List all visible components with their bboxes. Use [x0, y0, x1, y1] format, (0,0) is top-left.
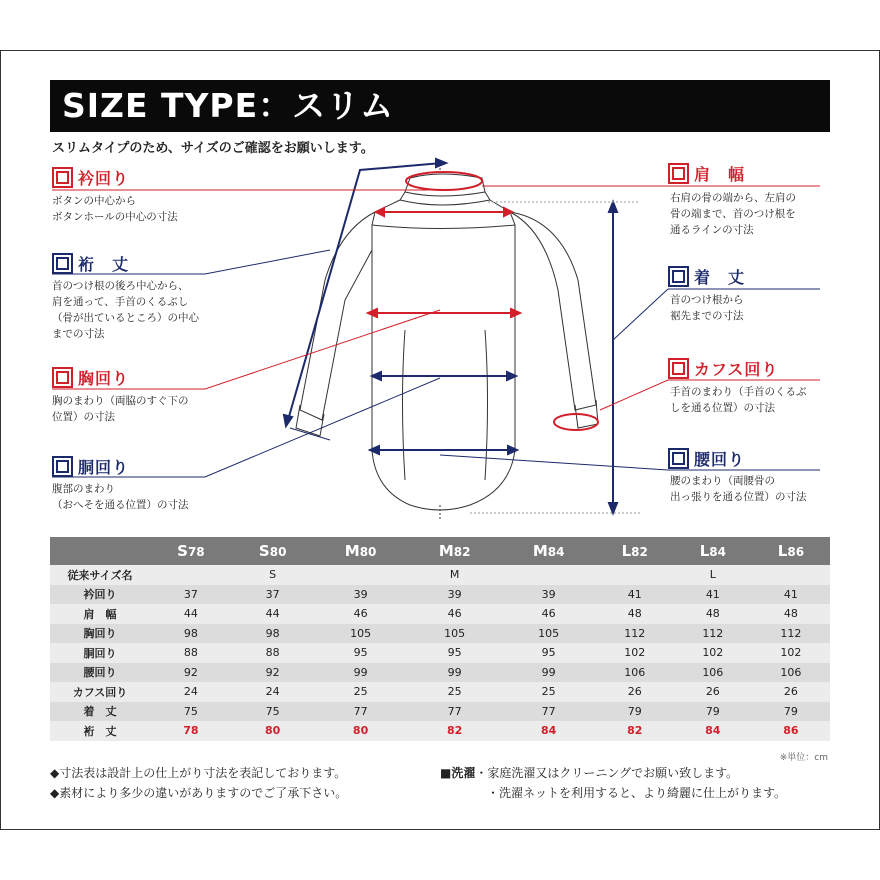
table-cell: 105: [502, 624, 596, 644]
box-icon: [668, 266, 689, 287]
unit-note: ※単位：cm: [779, 753, 828, 763]
table-row: [50, 721, 830, 741]
table-cell: 79: [596, 702, 674, 722]
table-cell: 106: [596, 663, 674, 683]
label-sleeve-length: 裄 丈: [52, 252, 129, 275]
table-cell: 84: [674, 721, 752, 741]
table-cell: 75: [150, 702, 232, 722]
table-cell: 80: [314, 721, 408, 741]
table-cell: 80: [232, 721, 314, 741]
desc-collar: ボタンの中心から ボタンホールの中心の寸法: [52, 195, 178, 223]
table-cell: 25: [502, 682, 596, 702]
table-cell: 99: [408, 663, 502, 683]
desc-shoulder: 右肩の骨の端から、左肩の 骨の端まで、首のつけ根を 通るラインの寸法: [670, 192, 796, 236]
table-corner: [50, 537, 150, 565]
table-cell: 37: [150, 585, 232, 605]
table-cell: 112: [752, 624, 830, 644]
table-cell: M: [408, 565, 502, 585]
box-icon: [668, 448, 689, 469]
table-cell: 86: [752, 721, 830, 741]
table-cell: 41: [674, 585, 752, 605]
table-row: [50, 604, 830, 624]
table-header-row: [50, 537, 830, 565]
table-cell: S: [232, 565, 314, 585]
table-cell: 98: [150, 624, 232, 644]
row-header: カフス回り: [50, 682, 150, 702]
row-header: 従来サイズ名: [50, 565, 150, 585]
table-cell: 24: [150, 682, 232, 702]
table-cell: 98: [232, 624, 314, 644]
table-cell: 102: [674, 643, 752, 663]
table-cell: [596, 565, 674, 585]
label-waist: 胴回り: [52, 455, 129, 478]
table-cell: 37: [232, 585, 314, 605]
table-cell: 102: [596, 643, 674, 663]
table-cell: 24: [232, 682, 314, 702]
label-length: 着 丈: [668, 265, 745, 288]
table-row: [50, 624, 830, 644]
table-cell: 77: [502, 702, 596, 722]
table-cell: 79: [674, 702, 752, 722]
table-cell: 48: [674, 604, 752, 624]
notes-left: ◆寸法表は設計上の仕上がり寸法を表記しております。 ◆素材により多少の違いがありますのでご了承下さい。: [50, 766, 348, 800]
desc-waist: 腹部のまわり （おへそを通る位置）の寸法: [52, 483, 189, 511]
desc-hip: 腰のまわり（両腰骨の 出っ張りを通る位置）の寸法: [670, 475, 807, 503]
table-cell: 26: [752, 682, 830, 702]
table-cell: 112: [596, 624, 674, 644]
box-icon: [52, 367, 73, 388]
label-chest: 胸回り: [52, 366, 129, 389]
table-cell: 41: [596, 585, 674, 605]
table-cell: 39: [408, 585, 502, 605]
table-cell: [502, 565, 596, 585]
row-header: 肩 幅: [50, 604, 150, 624]
size-header: S78: [150, 537, 232, 565]
box-icon: [52, 167, 73, 188]
row-header: 胸回り: [50, 624, 150, 644]
table-row: [50, 682, 830, 702]
label-shoulder: 肩 幅: [668, 162, 745, 185]
table-row: [50, 565, 830, 585]
row-header: 着 丈: [50, 702, 150, 722]
table-cell: 106: [752, 663, 830, 683]
row-header: 胴回り: [50, 643, 150, 663]
table-cell: 41: [752, 585, 830, 605]
table-row: [50, 585, 830, 605]
subtitle: スリムタイプのため、サイズのご確認をお願いします。: [52, 141, 374, 156]
table-cell: 95: [502, 643, 596, 663]
table-cell: 39: [502, 585, 596, 605]
table-row: [50, 702, 830, 722]
desc-chest: 胸のまわり（両脇のすぐ下の 位置）の寸法: [52, 395, 189, 423]
table-cell: [314, 565, 408, 585]
table-cell: 84: [502, 721, 596, 741]
table-cell: 82: [408, 721, 502, 741]
table-cell: [752, 565, 830, 585]
box-icon: [668, 163, 689, 184]
table-cell: 82: [596, 721, 674, 741]
table-cell: 77: [314, 702, 408, 722]
row-header: 腰回り: [50, 663, 150, 683]
table-row: [50, 663, 830, 683]
table-row: [50, 643, 830, 663]
label-cuff: カフス回り: [668, 357, 778, 380]
table-cell: 75: [232, 702, 314, 722]
row-header: 裄 丈: [50, 721, 150, 741]
size-header: M84: [502, 537, 596, 565]
size-header: L86: [752, 537, 830, 565]
table-cell: 46: [502, 604, 596, 624]
box-icon: [668, 358, 689, 379]
table-cell: [150, 565, 232, 585]
table-cell: 26: [674, 682, 752, 702]
table-cell: 25: [408, 682, 502, 702]
table-cell: 77: [408, 702, 502, 722]
table-cell: 44: [150, 604, 232, 624]
size-table: [50, 537, 830, 741]
table-cell: 48: [596, 604, 674, 624]
table-cell: 95: [314, 643, 408, 663]
table-cell: 102: [752, 643, 830, 663]
desc-cuff: 手首のまわり（手首のくるぶ しを通る位置）の寸法: [670, 386, 807, 414]
table-cell: 25: [314, 682, 408, 702]
table-cell: 112: [674, 624, 752, 644]
table-cell: 105: [314, 624, 408, 644]
label-collar: 衿回り: [52, 166, 129, 189]
table-cell: 79: [752, 702, 830, 722]
table-cell: 95: [408, 643, 502, 663]
desc-sleeve-length: 首のつけ根の後ろ中心から、 肩を通って、手首のくるぶし （骨が出ているところ）の中心 までの寸法: [52, 280, 199, 340]
table-cell: 39: [314, 585, 408, 605]
row-header: 衿回り: [50, 585, 150, 605]
size-header: L82: [596, 537, 674, 565]
table-cell: 44: [232, 604, 314, 624]
box-icon: [52, 456, 73, 477]
table-cell: 46: [314, 604, 408, 624]
size-header: S80: [232, 537, 314, 565]
table-cell: 105: [408, 624, 502, 644]
size-header: L84: [674, 537, 752, 565]
table-cell: 48: [752, 604, 830, 624]
table-cell: 99: [314, 663, 408, 683]
table-cell: 106: [674, 663, 752, 683]
table-cell: 26: [596, 682, 674, 702]
label-hip: 腰回り: [668, 447, 745, 470]
wash-notes: ■洗濯・家庭洗濯又はクリーニングでお願い致します。 ・洗濯ネットを利用すると、より綺麗に仕上がります。: [440, 766, 787, 800]
table-cell: 92: [232, 663, 314, 683]
size-header: M80: [314, 537, 408, 565]
size-header: M82: [408, 537, 502, 565]
table-cell: 92: [150, 663, 232, 683]
table-cell: L: [674, 565, 752, 585]
table-cell: 88: [232, 643, 314, 663]
desc-length: 首のつけ根から 裾先までの寸法: [670, 294, 744, 322]
table-cell: 46: [408, 604, 502, 624]
box-icon: [52, 253, 73, 274]
table-cell: 88: [150, 643, 232, 663]
page-title: SIZE TYPE：スリム: [50, 80, 830, 132]
table-cell: 78: [150, 721, 232, 741]
table-cell: 99: [502, 663, 596, 683]
